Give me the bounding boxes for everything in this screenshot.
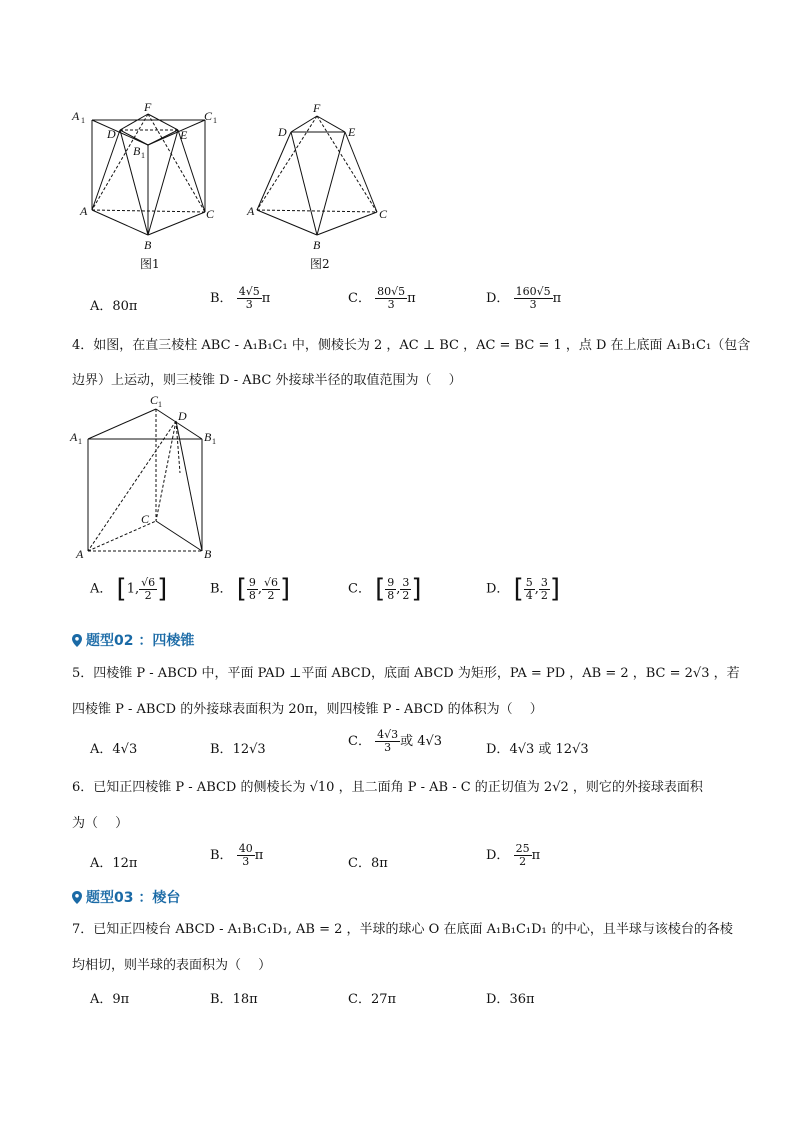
q5-text-line-1: 5．四棱锥 P - ABCD 中，平面 PAD ⊥平面 ABCD，底面 ABCD 为矩形，PA = PD ，AB = 2 ，BC = 2√3 ，若 <box>72 666 740 681</box>
option-text: 18π <box>232 992 258 1007</box>
label-f: F <box>313 101 321 115</box>
bracket-open: [ <box>375 574 386 604</box>
label-c1: C <box>150 393 159 407</box>
option-letter: D． <box>486 848 510 863</box>
option-text: 12π <box>112 856 138 871</box>
option-letter: A． <box>90 856 113 871</box>
label-d: D <box>178 409 187 423</box>
q7-text-line-2: 均相切，则半球的表面积为（ ） <box>72 958 272 973</box>
option-text: 27π <box>370 992 397 1007</box>
label-c: C <box>141 512 150 526</box>
location-pin-icon <box>72 891 82 904</box>
option-letter: C． <box>348 856 371 871</box>
section-heading-03 <box>72 887 180 907</box>
figure-1-caption: 图1 <box>140 257 160 271</box>
section-heading-02 <box>72 630 194 650</box>
option-text: 4√3 <box>112 742 138 757</box>
fraction: $\frac{4√5}{3}$ <box>238 285 260 311</box>
option-letter: D． <box>486 992 510 1007</box>
q5-option-c[interactable]: C． $\frac{4√3}{3}$ 或 4√3 <box>348 728 443 754</box>
q3-option-b[interactable]: B． $\frac{4√5}{3}$ π <box>210 285 271 311</box>
fraction: $\frac{3}{2}$ <box>540 575 548 602</box>
option-letter: C． <box>348 734 371 749</box>
label-c1: C <box>204 109 213 123</box>
q4-text-line-2: 边界）上运动，则三棱锥 D - ABC 外接球半径的取值范围为（ ） <box>72 373 462 388</box>
q6-text-line-2: 为（ ） <box>72 816 129 831</box>
option-letter: A． <box>90 581 113 597</box>
q3-option-d[interactable]: D． $\frac{160√5}{3}$ π <box>486 285 562 311</box>
option-letter: A． <box>90 299 113 314</box>
option-letter: B． <box>210 848 233 863</box>
option-letter: D． <box>486 291 510 306</box>
section-heading-text: 题型02 ：四棱锥 <box>86 633 195 649</box>
fraction: $\frac{25}{2}$ <box>515 842 530 868</box>
label-b1: B <box>133 144 141 158</box>
q7-option-c[interactable] <box>348 988 396 1007</box>
q4-option-d[interactable]: D． [ $\frac{5}{4}$ , $\frac{3}{2}$ ] <box>486 574 561 604</box>
label-c: C <box>379 207 388 221</box>
option-letter: C． <box>348 992 371 1007</box>
label-e: E <box>348 125 356 139</box>
bracket-close: ] <box>157 574 168 604</box>
fraction: $\frac{9}{8}$ <box>248 575 256 602</box>
bracket-open: [ <box>236 574 247 604</box>
option-text: 9π <box>112 992 130 1007</box>
option-letter: B． <box>210 291 233 306</box>
label-b1-sub: 1 <box>212 437 216 446</box>
q6-option-b[interactable]: B． $\frac{40}{3}$ π <box>210 842 264 868</box>
fraction: $\frac{40}{3}$ <box>238 842 253 868</box>
q4-text-line-1: 4．如图，在直三棱柱 ABC - A₁B₁C₁ 中，侧棱长为 2 ，AC ⊥ BC ，AC = BC = 1 ，点 D 在上底面 A₁B₁C₁（包含 <box>72 338 751 353</box>
option-letter: A． <box>90 992 113 1007</box>
option-letter: C． <box>348 291 371 306</box>
figure-1 <box>70 100 230 275</box>
label-e: E <box>180 128 188 142</box>
option-letter: B． <box>210 742 233 757</box>
figure-1-diagram <box>70 100 230 275</box>
label-b1-sub: 1 <box>141 151 145 160</box>
option-text: 4√3 或 12√3 <box>509 742 589 757</box>
fraction: $\frac{9}{8}$ <box>387 575 395 602</box>
bracket-open: [ <box>116 574 127 604</box>
label-b: B <box>313 238 321 252</box>
fraction: $\frac{5}{4}$ <box>525 575 533 602</box>
figure-2 <box>245 100 395 275</box>
option-text: 36π <box>509 992 535 1007</box>
option-text: 80π <box>112 299 138 314</box>
option-letter: C． <box>348 581 371 597</box>
fraction: $\frac{4√3}{3}$ <box>377 728 399 754</box>
option-letter: A． <box>90 742 113 757</box>
label-c: C <box>206 207 215 221</box>
fraction: $\frac{160√5}{3}$ <box>515 285 551 311</box>
q7-option-b[interactable] <box>210 988 258 1007</box>
q4-option-a[interactable]: A． [1, $\frac{√6}{2}$ ] <box>90 574 168 604</box>
q6-option-c[interactable] <box>348 852 388 871</box>
option-letter: B． <box>210 581 233 597</box>
label-b1: B <box>204 430 212 444</box>
q3-option-a[interactable] <box>90 295 137 314</box>
fraction: $\frac{3}{2}$ <box>402 575 410 602</box>
q6-text-line-1: 6．已知正四棱锥 P - ABCD 的侧棱长为 √10 ，且二面角 P - AB - C 的正切值为 2√2 ，则它的外接球表面积 <box>72 780 703 795</box>
q4-option-c[interactable]: C． [ $\frac{9}{8}$ , $\frac{3}{2}$ ] <box>348 574 422 604</box>
figure-2-caption: 图2 <box>310 257 330 271</box>
q6-option-d[interactable]: D． $\frac{25}{2}$ π <box>486 842 541 868</box>
figure-2-diagram <box>245 100 395 275</box>
label-a1: A <box>72 109 80 123</box>
q4-diagram <box>68 393 228 563</box>
bracket-open: [ <box>513 574 524 604</box>
label-d: D <box>278 125 287 139</box>
label-a: A <box>80 204 88 218</box>
bracket-close: ] <box>411 574 422 604</box>
section-heading-text: 题型03 ：棱台 <box>86 890 181 906</box>
option-text: 8π <box>370 856 388 871</box>
option-letter: B． <box>210 992 233 1007</box>
label-c1-sub: 1 <box>213 116 217 125</box>
label-a1: A <box>70 430 78 444</box>
label-a: A <box>247 204 255 218</box>
bracket-close: ] <box>280 574 291 604</box>
label-d: D <box>107 127 116 141</box>
fraction: $\frac{√6}{2}$ <box>264 575 279 602</box>
q7-option-d[interactable] <box>486 988 535 1007</box>
q5-option-a[interactable] <box>90 738 137 757</box>
option-text: 12√3 <box>232 742 266 757</box>
label-c1-sub: 1 <box>158 400 162 409</box>
q3-option-c[interactable]: C． $\frac{80√5}{3}$ π <box>348 285 416 311</box>
label-b: B <box>144 238 152 252</box>
q6-option-a[interactable] <box>90 852 137 871</box>
q7-option-a[interactable] <box>90 988 129 1007</box>
option-letter: D． <box>486 581 510 597</box>
q5-option-b[interactable] <box>210 738 266 757</box>
option-letter: D． <box>486 742 510 757</box>
label-a1-sub: 1 <box>81 116 85 125</box>
label-f: F <box>144 100 152 114</box>
fraction: $\frac{80√5}{3}$ <box>377 285 406 311</box>
q5-text-line-2: 四棱锥 P - ABCD 的外接球表面积为 20π，则四棱锥 P - ABCD 的体积为（ ） <box>72 702 543 717</box>
bracket-close: ] <box>549 574 561 604</box>
label-b: B <box>204 547 212 561</box>
label-a: A <box>76 547 84 561</box>
q4-figure <box>68 393 228 563</box>
location-pin-icon <box>72 634 82 647</box>
fraction: $\frac{√6}{2}$ <box>141 575 156 602</box>
q5-option-d[interactable] <box>486 738 589 757</box>
q7-text-line-1: 7．已知正四棱台 ABCD - A₁B₁C₁D₁, AB = 2 ，半球的球心 O 在底面 A₁B₁C₁D₁ 的中心，且半球与该棱台的各棱 <box>72 922 733 937</box>
q4-option-b[interactable]: B． [ $\frac{9}{8}$ , $\frac{√6}{2}$ ] <box>210 574 291 604</box>
label-a1-sub: 1 <box>78 437 82 446</box>
